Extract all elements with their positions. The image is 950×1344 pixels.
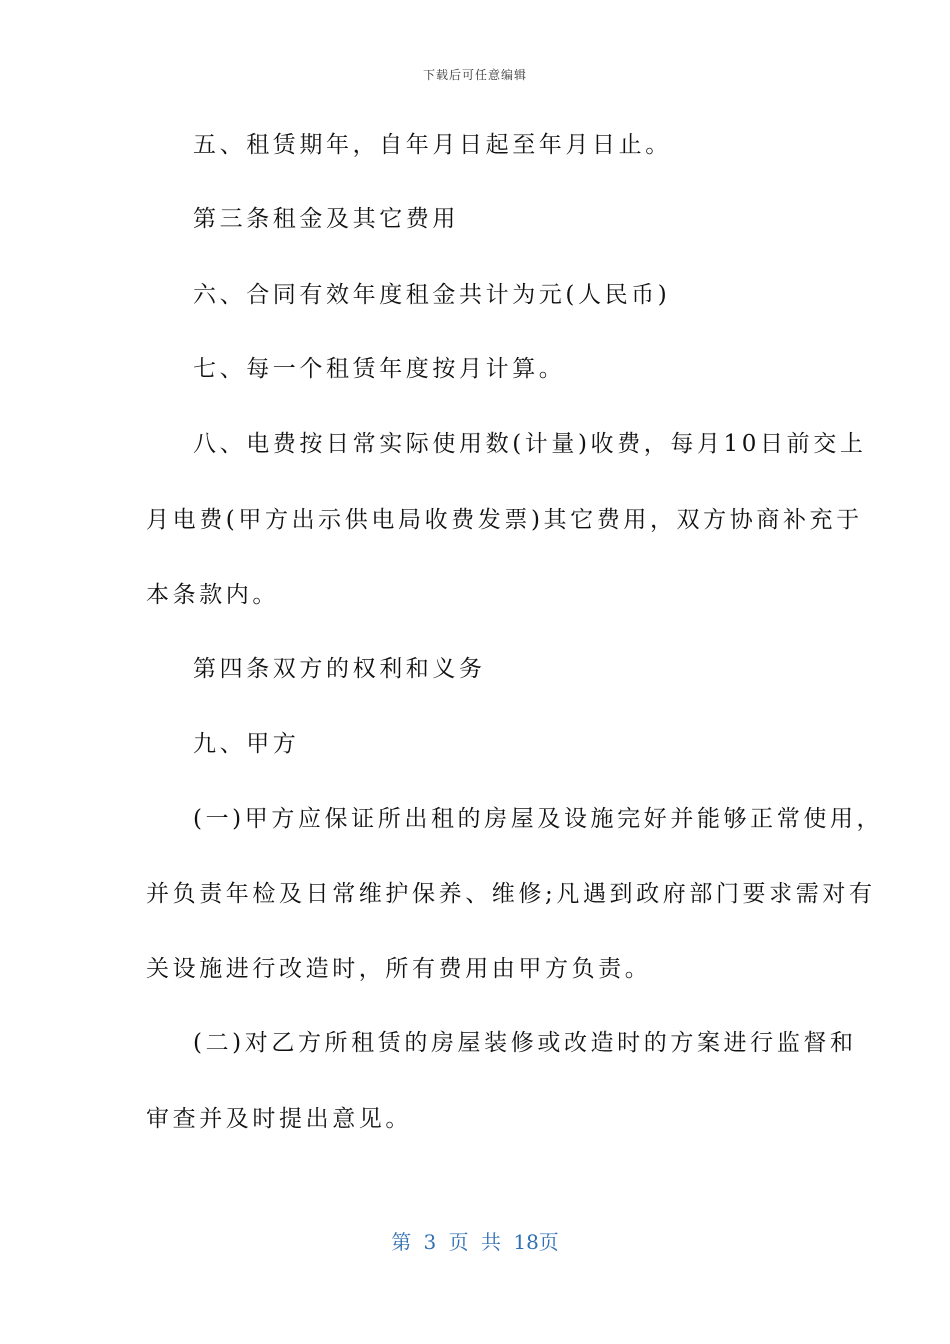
paragraph-line: 八、电费按日常实际使用数(计量)收费，每月10日前交上: [193, 431, 867, 457]
paragraph-line: 关设施进行改造时，所有费用由甲方负责。: [146, 956, 652, 982]
section-heading: 第三条租金及其它费用: [193, 206, 459, 232]
paragraph-line: 九、甲方: [193, 731, 300, 757]
header-note: 下载后可任意编辑: [422, 68, 527, 82]
paragraph-line: 并负责年检及日常维护保养、维修;凡遇到政府部门要求需对有: [146, 881, 876, 907]
page-number: 第 3 页 共 18页: [391, 1230, 559, 1254]
paragraph-line: (二)对乙方所租赁的房屋装修或改造时的方案进行监督和: [193, 1030, 857, 1056]
paragraph-line: (一)甲方应保证所出租的房屋及设施完好并能够正常使用，: [193, 806, 884, 832]
section-heading: 第四条双方的权利和义务: [193, 656, 486, 682]
paragraph-line: 审查并及时提出意见。: [146, 1106, 412, 1132]
paragraph-line: 六、合同有效年度租金共计为元(人民币): [193, 282, 671, 308]
paragraph-line: 月电费(甲方出示供电局收费发票)其它费用，双方协商补充于: [146, 507, 863, 533]
paragraph-line: 七、每一个租赁年度按月计算。: [193, 356, 566, 382]
paragraph-line: 本条款内。: [146, 582, 279, 608]
paragraph-line: 五、租赁期年，自年月日起至年月日止。: [193, 132, 672, 158]
